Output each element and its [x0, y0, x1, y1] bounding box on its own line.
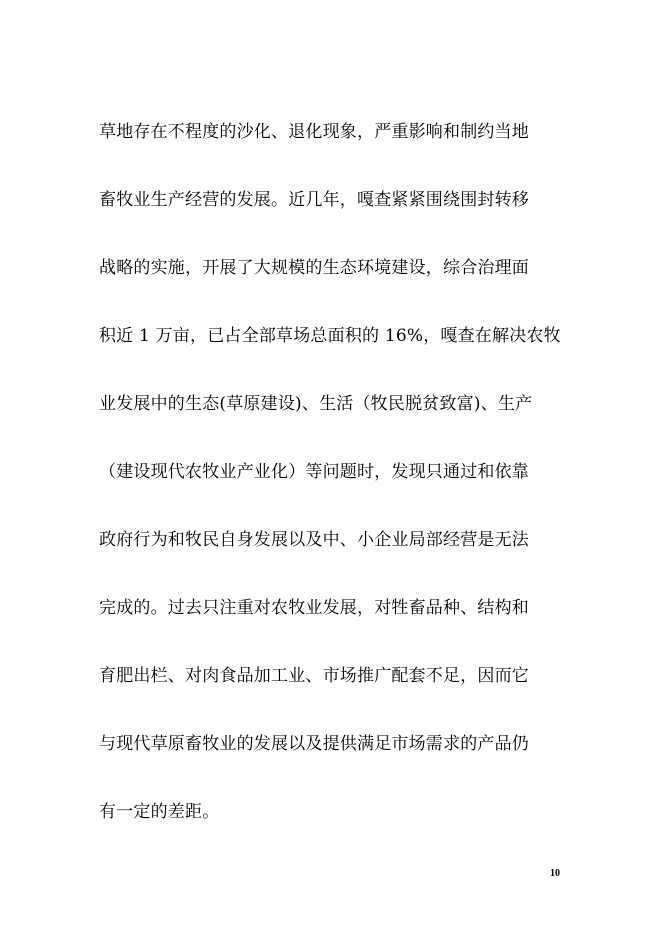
text-line: 战略的实施，开展了大规模的生态环境建设，综合治理面 [99, 258, 529, 278]
text-line: 业发展中的生态(草原建设)、生活（牧民脱贫致富)、生产 [99, 394, 533, 414]
text-line: 完成的。过去只注重对农牧业发展，对牲畜品种、结构和 [99, 598, 529, 618]
text-line: （建设现代农牧业产业化）等问题时，发现只通过和依靠 [99, 462, 529, 482]
text-line: 政府行为和牧民自身发展以及中、小企业局部经营是无法 [99, 530, 529, 550]
text-line: 积近 1 万亩，已占全部草场总面积的 16%，嘎查在解决农牧 [99, 326, 561, 346]
body-paragraph [99, 112, 569, 860]
page-number: 10 [550, 868, 560, 879]
text-line: 育肥出栏、对肉食品加工业、市场推广配套不足，因而它 [99, 666, 529, 686]
text-line: 畜牧业生产经营的发展。近几年，嘎查紧紧围绕围封转移 [99, 190, 529, 210]
text-line: 有一定的差距。 [99, 802, 220, 822]
text-line: 与现代草原畜牧业的发展以及提供满足市场需求的产品仍 [99, 734, 529, 754]
text-line: 草地存在不程度的沙化、退化现象，严重影响和制约当地 [99, 122, 529, 142]
